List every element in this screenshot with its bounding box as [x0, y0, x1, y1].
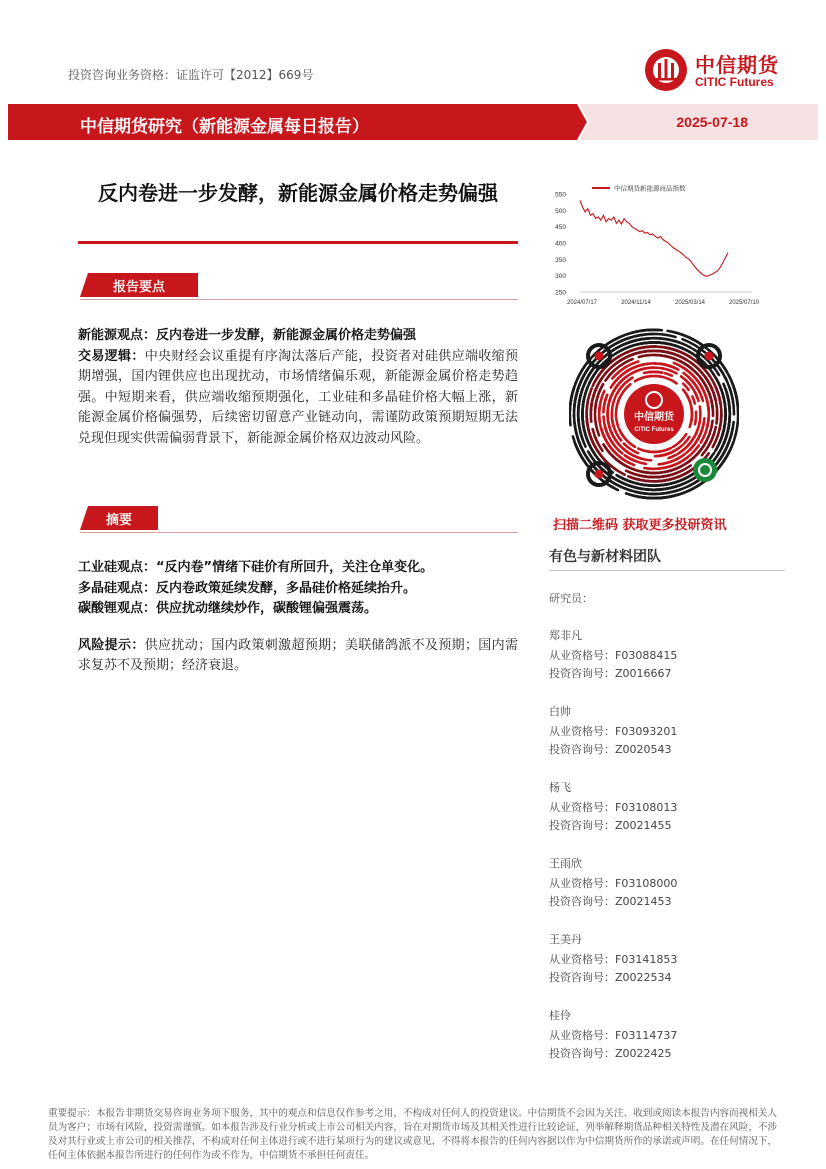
researcher-advisory: 投资咨询号：Z0021453 [549, 895, 672, 908]
risk-label: 风险提示： [78, 637, 145, 653]
chart-y-tick-label: 300 [555, 273, 566, 281]
disclaimer: 重要提示：本报告非期货交易咨询业务项下服务，其中的观点和信息仅作参考之用，不构成对任何人的投资建议。中信期货不会因为关注、收到或阅读本报告内容而视相关人员为客户；市场有风险，投资需谨慎。如本报告涉及行业分析或上市公司相关内容，旨在对期货市场及其相关性进行比较论证，列举解释期货品种相关特性及潜在风险，不涉及对其行业或上市公司的相关推荐，不构成对任何主体进行或不进行某项行为的建议或意见，不得将本报告的任何内容据以作为中信期货所作的承诺或声明。在任何情况下，任何主体依据本报告所进行的任何作为或不作为，中信期货不承担任何责任。 [48, 1108, 778, 1161]
qr-module [638, 471, 651, 473]
researcher-license: 从业资格号：F03088415 [549, 649, 678, 662]
chart-y-tick-label: 400 [555, 240, 566, 248]
researcher-name: 王美丹 [549, 933, 582, 946]
qr-module [574, 422, 577, 437]
chart-axes [555, 192, 760, 307]
logo-en-text: CITIC Futures [695, 75, 774, 89]
qr-center-en: CITIC Futures [634, 427, 674, 433]
researcher-card [549, 779, 677, 835]
qr-module [695, 392, 699, 401]
qr-module [604, 395, 607, 407]
researcher-card [549, 931, 677, 987]
item-label: 多晶硅观点： [78, 580, 157, 596]
qr-module [665, 465, 675, 468]
trading-logic [78, 347, 518, 450]
qr-finder-dot [595, 352, 604, 361]
researcher-advisory: 投资咨询号：Z0022425 [549, 1047, 672, 1060]
chart-x-tick-label: 2024/07/17 [566, 300, 598, 306]
item-text: “反内卷”情绪下硅价有所回升，关注仓单变化。 [156, 560, 434, 575]
qr-module [643, 485, 663, 486]
logic-label: 交易逻辑： [78, 348, 145, 364]
qr-code [569, 326, 739, 510]
citic-logo [643, 47, 803, 95]
researchers-label: 研究员： [549, 592, 593, 605]
section-divider [80, 299, 518, 300]
qr-module [655, 376, 669, 379]
qr-module [655, 453, 669, 456]
qr-module [587, 416, 588, 427]
qr-module [717, 412, 718, 424]
item-label: 碳酸锂观点： [78, 601, 157, 616]
citic-logo-icon [643, 47, 689, 93]
researcher-name: 桂伶 [549, 1009, 571, 1022]
qr-module [671, 380, 677, 384]
summary-section-header [80, 506, 518, 530]
summary-block [78, 558, 518, 677]
chart-y-tick-label: 250 [555, 289, 566, 297]
view-label: 新能源观点： [78, 328, 157, 343]
logic-text: 中央财经会议重提有序淘汰落后产能，投资者对硅供应端收缩预期增强，国内锂供应也出现扰动，市场情绪偏乐观，新能源金属价格走势趋强。中短期来看，供应端收缩预期强化，工业硅和多晶硅价格大幅上涨，新能源金属价格偏强势，后续密切留意产业链动向，需谨防政策预期短期无法兑现但现实供需偏弱背景下，新能源金属价格双边波动风险。 [78, 348, 518, 446]
qr-module [711, 400, 713, 416]
chart-y-tick-label: 450 [555, 224, 566, 232]
logo-cn-text: 中信期货 [695, 53, 779, 77]
qr-caption: 扫描二维码 获取更多投研资讯 [553, 518, 727, 533]
researcher-name: 王雨欣 [549, 857, 582, 870]
qr-module [626, 378, 633, 383]
risk-text: 供应扰动；国内政策刺激超预期；美联储鸽派不及预期；国内需求复苏不及预期；经济衰退。 [78, 637, 518, 673]
qr-finder-dot [595, 470, 604, 479]
item-label: 工业硅观点： [78, 560, 157, 575]
summary-item-silicon [78, 558, 518, 579]
researcher-name: 郑非凡 [549, 629, 582, 642]
section-divider [80, 532, 518, 533]
qr-module [665, 373, 672, 376]
qr-module [655, 372, 662, 373]
chart-y-tick-label: 500 [555, 207, 566, 215]
qr-module [619, 429, 623, 436]
qr-module [692, 409, 693, 421]
view-text: 反内卷进一步发酵，新能源金属价格走势偏强 [156, 328, 417, 343]
license-text: 投资咨询业务资格：证监许可【2012】669号 [68, 68, 314, 82]
qr-module [695, 412, 696, 424]
highlights-section-header [80, 273, 518, 297]
qr-module [692, 397, 695, 404]
researcher-advisory: 投资咨询号：Z0016667 [549, 667, 672, 680]
highlights-block [78, 326, 518, 449]
qr-module [686, 394, 690, 403]
researcher-name: 杨飞 [549, 781, 571, 794]
report-title: 反内卷进一步发酵，新能源金属价格走势偏强 [98, 181, 498, 205]
qr-module [700, 407, 701, 423]
chart-x-tick-label: 2025/03/14 [674, 300, 706, 306]
qr-module [640, 347, 656, 349]
researcher-license: 从业资格号：F03093201 [549, 725, 678, 738]
qr-module [652, 334, 676, 337]
new-energy-view [78, 326, 518, 347]
chart-y-tick-label: 550 [555, 191, 566, 199]
qr-module [644, 468, 654, 469]
researcher-advisory: 投资咨询号：Z0020543 [549, 743, 672, 756]
mini-program-icon [693, 458, 717, 482]
researcher-advisory: 投资咨询号：Z0021455 [549, 819, 672, 832]
researcher-license: 从业资格号：F03108013 [549, 801, 678, 814]
summary-item-polysilicon [78, 579, 518, 600]
qr-center-cn: 中信期货 [634, 412, 674, 423]
qr-module [624, 444, 629, 448]
chart-x-tick-label: 2025/07/10 [728, 300, 760, 306]
risk-warning [78, 636, 518, 677]
legend-label: 中信期货新能源商品指数 [614, 184, 686, 193]
qr-module [642, 368, 652, 370]
report-banner [8, 104, 818, 140]
banner-title: 中信期货研究（新能源金属每日报告） [80, 117, 369, 137]
chart-x-tick-label: 2024/11/14 [621, 300, 651, 306]
qr-module [645, 479, 671, 481]
item-text: 反内卷政策延续发酵，多晶硅价格延续抬升。 [156, 580, 417, 596]
researcher-advisory: 投资咨询号：Z0022534 [549, 971, 672, 984]
summary-label: 摘要 [105, 513, 132, 528]
qr-module [697, 422, 700, 433]
researcher-license: 从业资格号：F03141853 [549, 953, 678, 966]
researcher-card [549, 1007, 677, 1063]
qr-module [618, 392, 623, 401]
qr-module [720, 414, 722, 429]
researcher-card [549, 703, 677, 759]
researcher-card [549, 855, 677, 911]
qr-finder-dot [705, 352, 714, 361]
chart-y-tick-label: 350 [555, 256, 566, 264]
qr-module [628, 476, 639, 480]
qr-module [669, 455, 677, 458]
researcher-license: 从业资格号：F03108000 [549, 877, 678, 890]
researcher-card [549, 627, 677, 683]
researcher-name: 白帅 [549, 705, 571, 718]
index-chart [548, 180, 760, 312]
team-divider [549, 570, 785, 571]
item-text: 供应扰动继续炒作，碳酸锂偏强震荡。 [156, 601, 378, 616]
qr-module [642, 330, 659, 331]
chart-series-line [580, 201, 728, 277]
qr-module [624, 359, 632, 363]
highlights-label: 报告要点 [112, 280, 165, 295]
qr-module [616, 413, 618, 427]
team-title: 有色与新材料团队 [549, 549, 661, 565]
summary-item-lithium [78, 599, 518, 620]
report-date: 2025-07-18 [676, 114, 748, 130]
researcher-license: 从业资格号：F03114737 [549, 1029, 678, 1042]
title-divider [78, 241, 518, 244]
